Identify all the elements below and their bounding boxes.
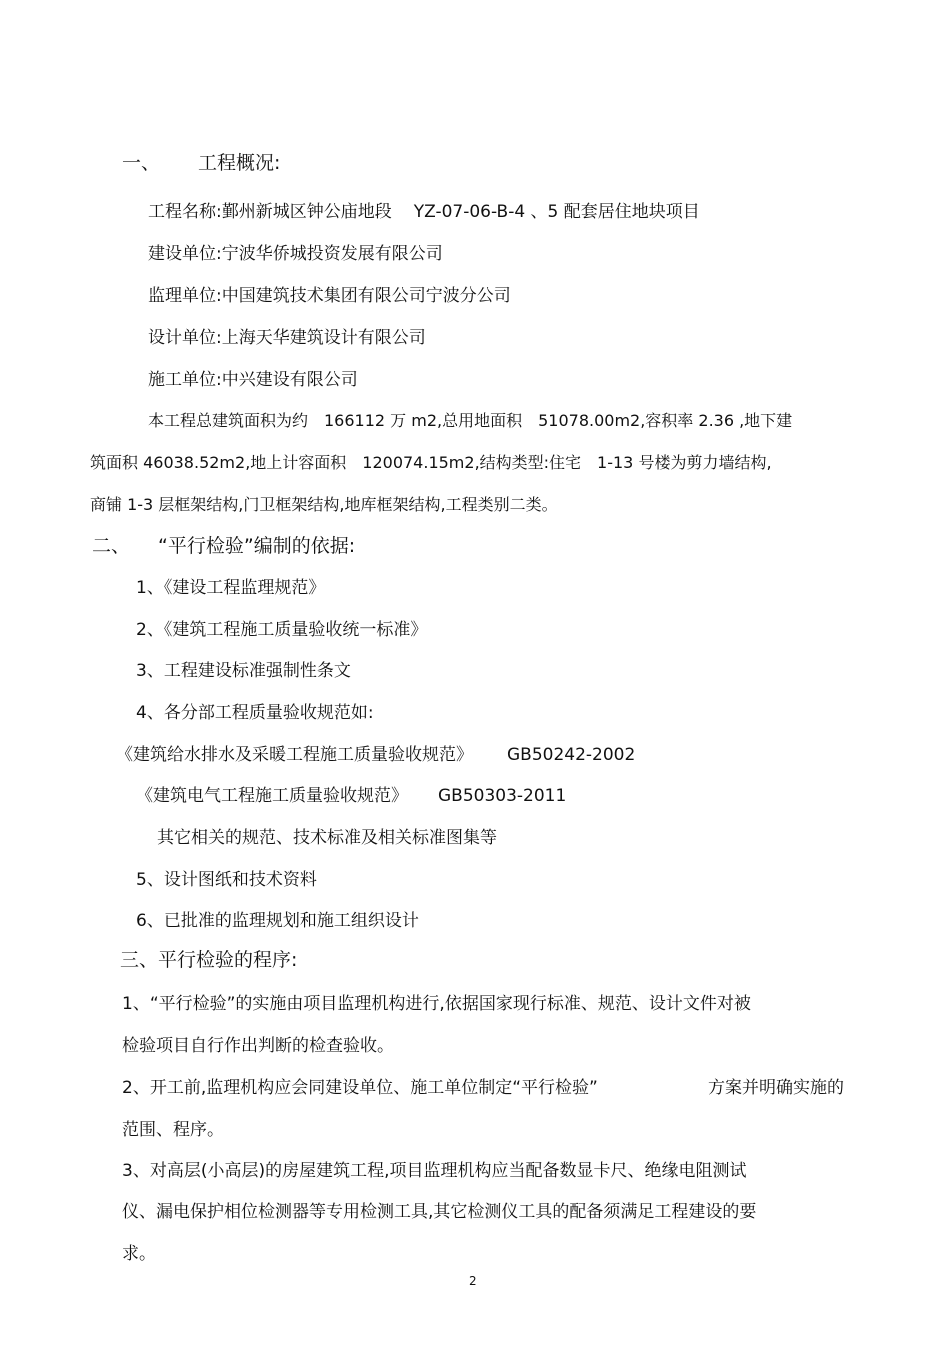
builder-label: 建设单位: (148, 244, 222, 264)
project-name-value-b: YZ-07-06-B-4 、5 配套居住地块项目 (413, 202, 700, 222)
sub-item-1-title: 《建筑给水排水及采暖工程施工质量验收规范》 (116, 745, 473, 765)
basis-item-4: 4、各分部工程质量验收规范如: (136, 703, 374, 723)
page-number: 2 (469, 1274, 477, 1288)
supervisor-label: 监理单位: (148, 286, 222, 306)
sub-item-2 (136, 785, 566, 807)
supervisor-line (148, 285, 511, 307)
contractor-value: 中兴建设有限公司 (221, 370, 358, 390)
section1-heading-num: 一、 (122, 152, 161, 174)
sub-item-2-title: 《建筑电气工程施工质量验收规范》 (136, 786, 408, 806)
section2-heading (92, 535, 355, 557)
sub-item-1 (116, 744, 635, 766)
procedure-3-line-1: 3、对高层(小高层)的房屋建筑工程,项目监理机构应当配备数显卡尺、绝缘电阻测试 (122, 1161, 747, 1181)
designer-label: 设计单位: (148, 328, 222, 348)
basis-item-1: 1、《建设工程监理规范》 (136, 578, 326, 598)
section2-heading-num: 二、 (92, 535, 131, 557)
basis-item-6: 6、已批准的监理规划和施工组织设计 (136, 911, 419, 931)
sub-item-2-code: GB50303-2011 (438, 786, 567, 806)
project-name-line (148, 201, 700, 223)
procedure-1-line-1: 1、“平行检验”的实施由项目监理机构进行,依据国家现行标准、规范、设计文件对被 (122, 994, 751, 1014)
section2-heading-text: “平行检验”编制的依据: (158, 535, 356, 557)
basis-item-5: 5、设计图纸和技术资料 (136, 870, 317, 890)
summary-line-2: 筑面积 46038.52m2,地上计容面积 120074.15m2,结构类型:住宅 1-13 号楼为剪力墙结构, (90, 453, 772, 472)
builder-value: 宁波华侨城投资发展有限公司 (221, 244, 443, 264)
contractor-label: 施工单位: (148, 370, 222, 390)
procedure-2-line-1a: 2、开工前,监理机构应会同建设单位、施工单位制定“平行检验” (122, 1078, 598, 1098)
basis-item-3: 3、工程建设标准强制性条文 (136, 661, 351, 681)
section3-heading: 三、平行检验的程序: (120, 949, 298, 971)
other-standards: 其它相关的规范、技术标准及相关标准图集等 (157, 828, 497, 848)
section1-heading-text: 工程概况: (198, 152, 281, 174)
summary-line-3: 商铺 1-3 层框架结构,门卫框架结构,地库框架结构,工程类别二类。 (90, 495, 558, 514)
summary-line-1: 本工程总建筑面积为约 166112 万 m2,总用地面积 51078.00m2,容积率 2.36 ,地下建 (148, 411, 793, 430)
procedure-3-line-3: 求。 (122, 1244, 156, 1264)
designer-value: 上海天华建筑设计有限公司 (221, 328, 426, 348)
procedure-2-line-1b: 方案并明确实施的 (708, 1078, 844, 1098)
procedure-3-line-2: 仪、漏电保护相位检测器等专用检测工具,其它检测仪工具的配备须满足工程建设的要 (122, 1202, 757, 1222)
basis-item-2: 2、《建筑工程施工质量验收统一标准》 (136, 620, 428, 640)
procedure-1-line-2: 检验项目自行作出判断的检查验收。 (122, 1036, 394, 1056)
builder-line (148, 243, 443, 265)
procedure-2-line-2: 范围、程序。 (122, 1120, 224, 1140)
section1-heading (122, 152, 280, 174)
project-name-label: 工程名称: (148, 202, 222, 222)
designer-line (148, 327, 426, 349)
supervisor-value: 中国建筑技术集团有限公司宁波分公司 (221, 286, 511, 306)
contractor-line (148, 369, 358, 391)
project-name-value-a: 鄞州新城区钟公庙地段 (221, 202, 392, 222)
sub-item-1-code: GB50242-2002 (507, 745, 636, 765)
